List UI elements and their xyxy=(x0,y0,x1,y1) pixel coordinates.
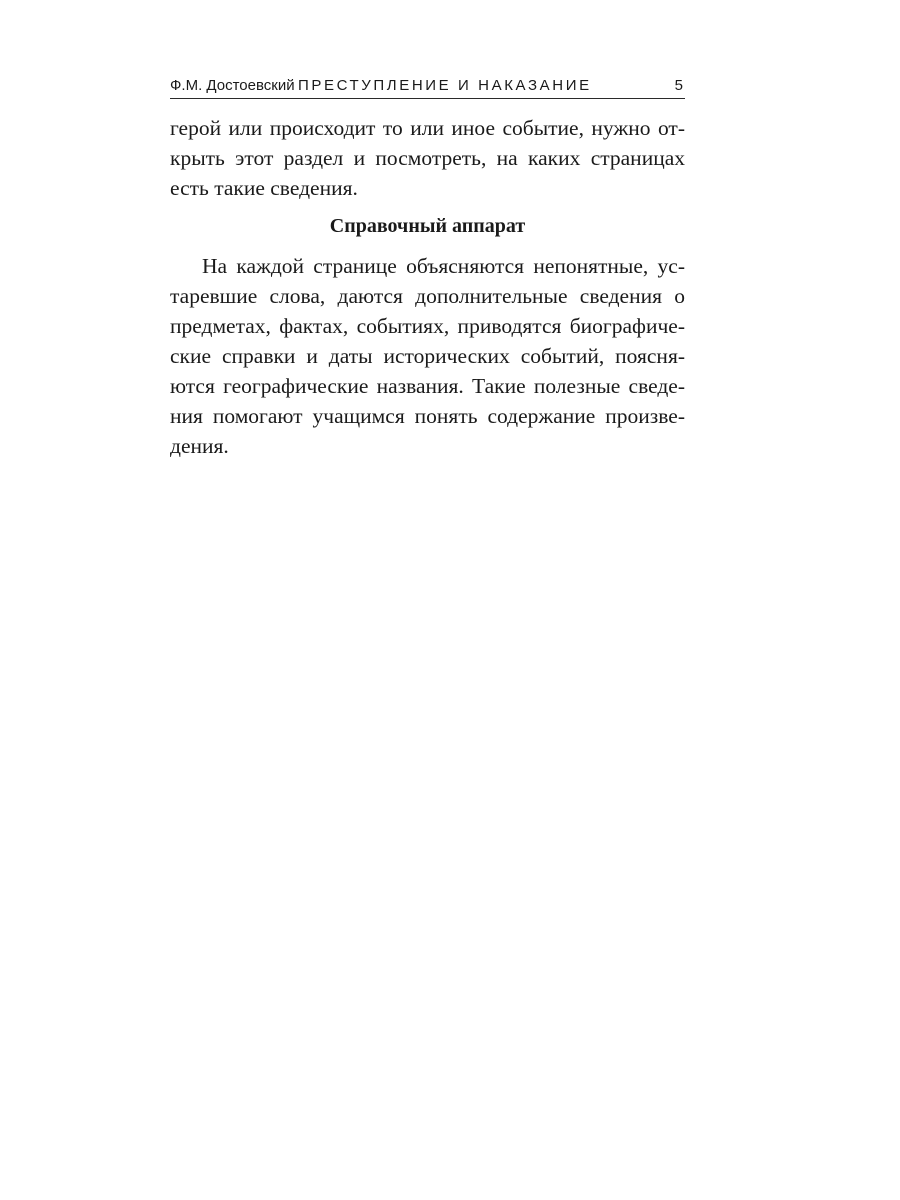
running-head-title: ПРЕСТУПЛЕНИЕ И НАКАЗАНИЕ xyxy=(298,77,592,94)
text-line: предметах, фактах, событиях, приводятся биографиче- xyxy=(170,314,685,338)
text-line: ния помогают учащимся понять содержание произве- xyxy=(170,404,685,428)
paragraph-continued xyxy=(170,113,685,203)
section-heading: Справочный аппарат xyxy=(329,215,526,237)
page-number: 5 xyxy=(674,77,683,94)
paragraph-reference-apparatus xyxy=(170,251,685,461)
text-line: есть такие сведения. xyxy=(170,176,358,200)
text-line: ются географические названия. Такие полезные сведе- xyxy=(170,374,685,398)
text-line: ские справки и даты исторических событий, поясня- xyxy=(170,344,685,368)
text-line: крыть этот раздел и посмотреть, на каких страницах xyxy=(170,146,685,170)
running-head xyxy=(170,74,685,99)
text-line: На каждой странице объясняются непонятные, ус- xyxy=(202,254,685,278)
running-head-author: Ф.М. Достоевский xyxy=(170,77,295,94)
text-line: дения. xyxy=(170,434,229,458)
text-line: герой или происходит то или иное событие, нужно от- xyxy=(170,116,685,140)
text-line: таревшие слова, даются дополнительные сведения о xyxy=(170,284,685,308)
